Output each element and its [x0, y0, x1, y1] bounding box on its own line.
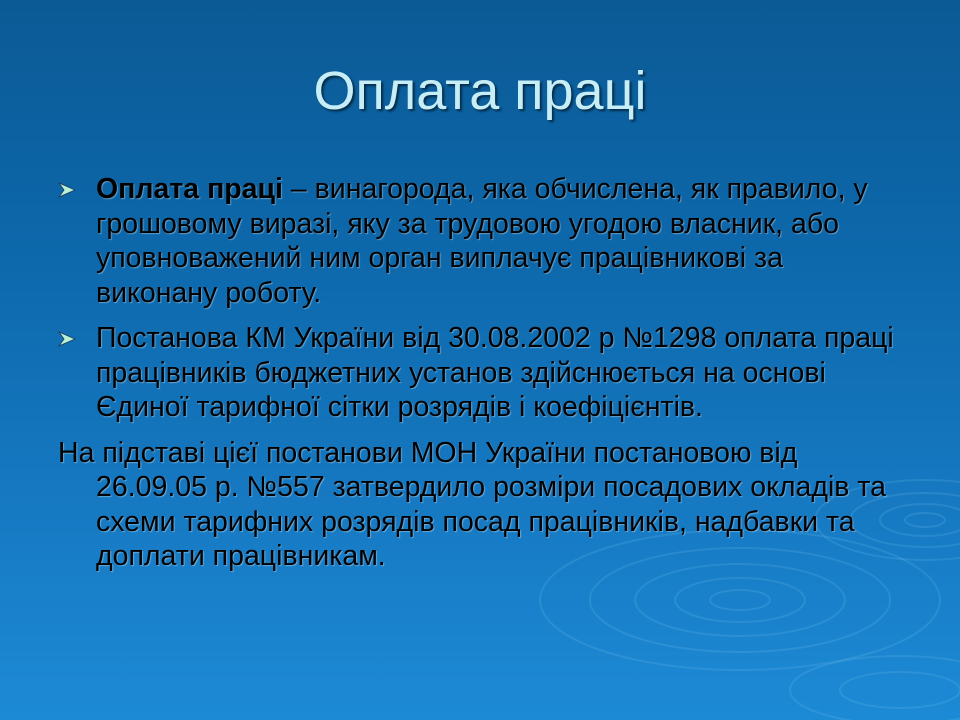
arrowhead-bullet-icon — [58, 331, 76, 347]
bullet-item-1 — [58, 172, 908, 310]
body-paragraph: На підставі цієї постанови МОН України постановою від 26.09.05 р. №557 затвердило розміри посадових окладів та схеми тарифних розрядів посад працівників, надбавки та доплати працівникам. — [58, 436, 886, 572]
bullet-item-2 — [58, 321, 908, 425]
bullet-1-text: – винагорода, яка обчислена, як правило, у грошовому виразі, яку за трудовою угодою власник, або уповноважений ним орган виплачує працівникові за виконану роботу. — [96, 173, 868, 309]
arrowhead-bullet-icon — [58, 182, 76, 198]
slide-title: Оплата праці — [313, 61, 647, 121]
bullet-1-term: Оплата праці — [96, 173, 283, 205]
bullet-2-text: Постанова КМ України від 30.08.2002 р №1298 оплата праці працівників бюджетних установ здійснюється на основі Єдиної тарифної сітки розрядів і коефіцієнтів. — [96, 322, 894, 423]
slide-body — [58, 172, 908, 574]
